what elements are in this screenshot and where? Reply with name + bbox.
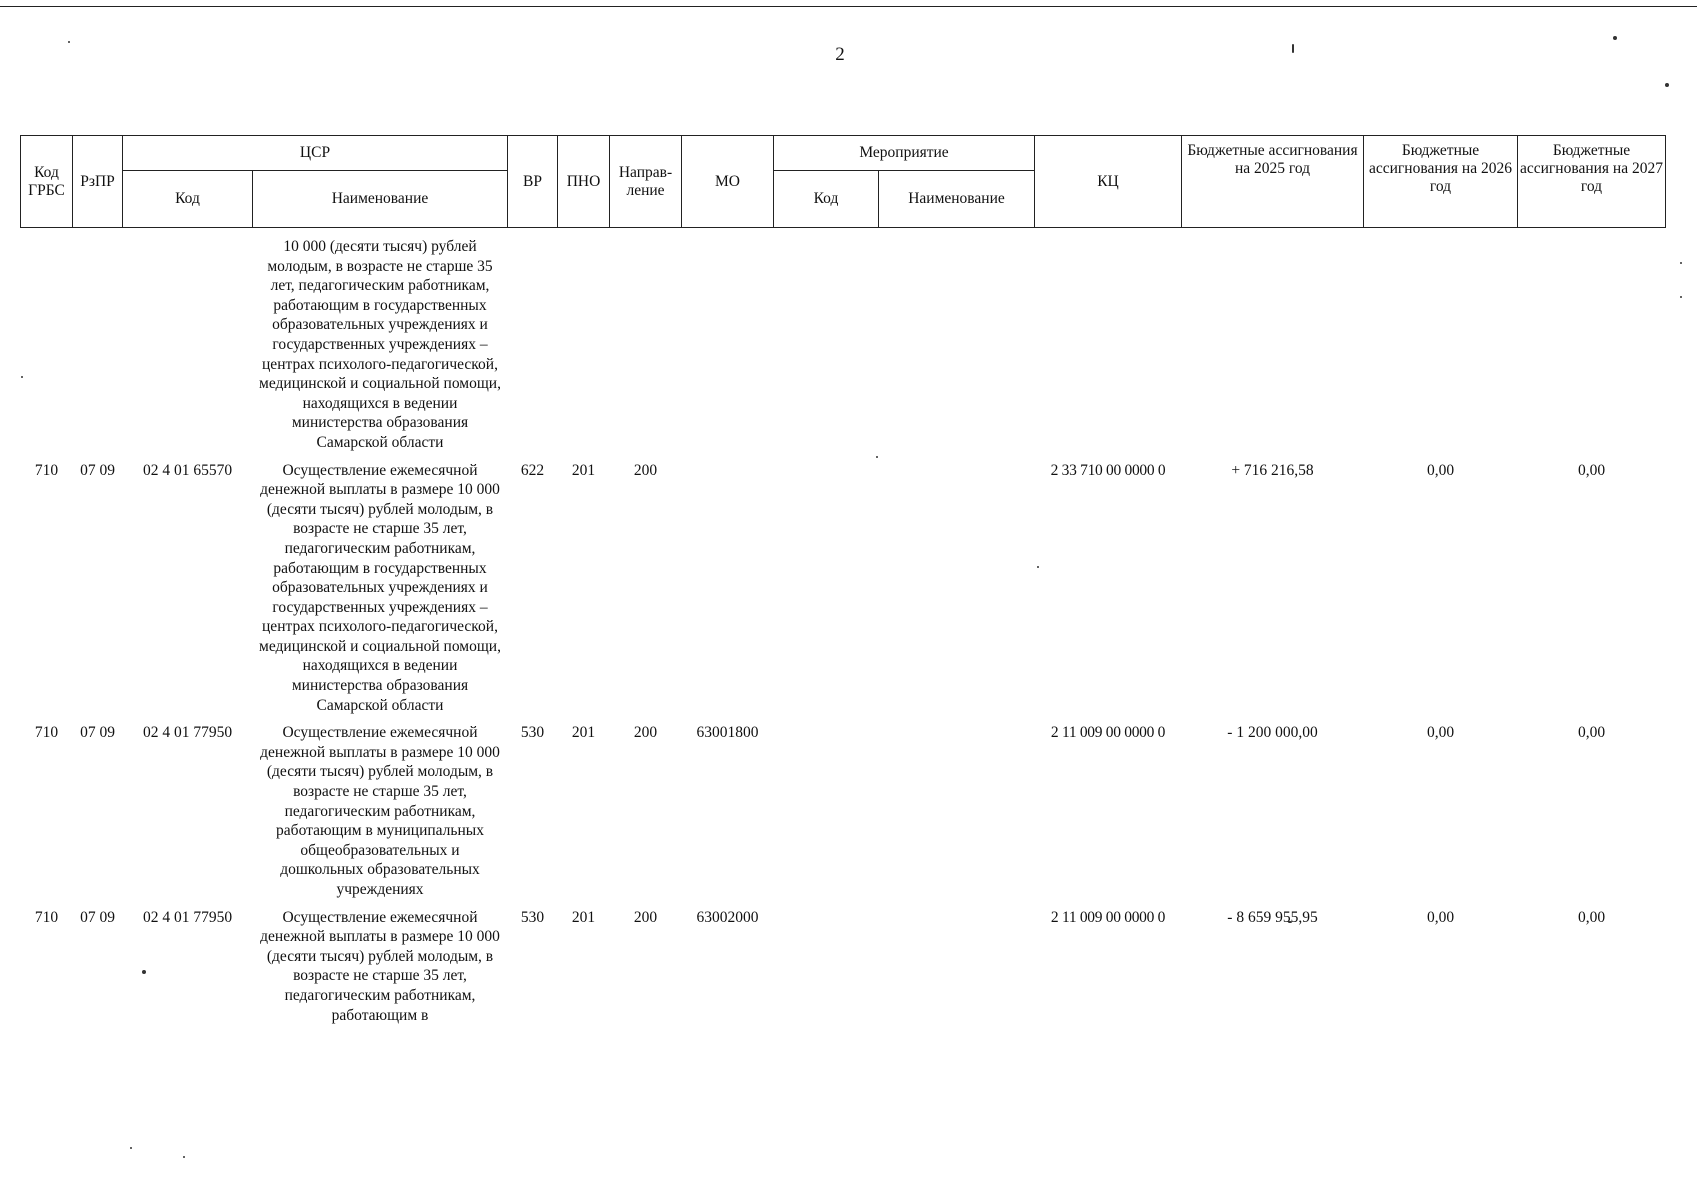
cell-grbs: 710	[34, 724, 59, 742]
cell-vr: 622	[520, 461, 545, 479]
cell-empty	[123, 228, 253, 453]
cell-napr: 200	[633, 461, 658, 479]
scan-speck	[1613, 36, 1617, 40]
header-csr: ЦСР	[123, 136, 508, 171]
scan-speck	[1680, 262, 1682, 264]
header-budget-2027: Бюджетные ассигнования на 2027 год	[1518, 136, 1666, 228]
cell-meropr-name	[879, 900, 1035, 1026]
header-meropriyatie: Мероприятие	[774, 136, 1035, 171]
cell-csr-name: Осуществление ежемесячной денежной выплаты в размере 10 000 (десяти тысяч) рублей молодым, в возрасте не старше 35 лет, педагогическим работникам, работающим в муниципальных общеобразовательных и дошкольных образовательных учреждениях	[260, 724, 500, 898]
scan-speck	[68, 41, 70, 43]
cell-rzpr: 07 09	[80, 908, 115, 926]
cell-napr: 200	[633, 724, 658, 742]
cell-kc: 2 33 710 00 0000 0	[1050, 461, 1166, 479]
header-rzpr: РзПР	[73, 136, 123, 228]
cell-csr-kod: 02 4 01 77950	[142, 908, 233, 926]
cell-budget-2027: 0,00	[1577, 724, 1606, 742]
cell-rzpr: 07 09	[80, 724, 115, 742]
cell-budget-2025: + 716 216,58	[1231, 461, 1314, 479]
header-napr: Направ-ление	[610, 136, 682, 228]
cell-pno: 201	[571, 724, 596, 742]
cell-grbs: 710	[34, 908, 59, 926]
cell-napr: 200	[633, 908, 658, 926]
scan-speck	[183, 1156, 185, 1158]
cell-rzpr: 07 09	[80, 461, 115, 479]
budget-table	[20, 135, 1666, 1025]
cell-budget-2025: - 1 200 000,00	[1227, 724, 1318, 742]
table-row	[21, 715, 1666, 899]
header-kc: КЦ	[1035, 136, 1182, 228]
header-kod-grbs: Код ГРБС	[21, 136, 73, 228]
cell-budget-2026: 0,00	[1426, 461, 1455, 479]
cell-csr-name: Осуществление ежемесячной денежной выплаты в размере 10 000 (десяти тысяч) рублей молодым, в возрасте не старше 35 лет, педагогическим работникам, работающим в	[260, 908, 500, 1024]
header-pno: ПНО	[558, 136, 610, 228]
cell-meropr-kod	[774, 715, 879, 899]
cell-meropr-kod	[774, 900, 879, 1026]
header-csr-name: Наименование	[253, 171, 508, 228]
cell-grbs: 710	[34, 461, 59, 479]
cell-pno: 201	[571, 908, 596, 926]
cell-csr-name: Осуществление ежемесячной денежной выплаты в размере 10 000 (десяти тысяч) рублей молодым, в возрасте не старше 35 лет, педагогическим работникам, работающим в государственных образовательных учреждениях и государственных учреждениях – центрах психолого-педагогической, медицинской и социальной помощи, находящихся в ведении министерства образования Самарской области	[259, 461, 501, 714]
cell-kc: 2 11 009 00 0000 0	[1050, 908, 1166, 926]
top-rule	[0, 6, 1697, 7]
cell-meropr-kod	[774, 453, 879, 716]
cell-meropr-name	[879, 453, 1035, 716]
cell-csr-kod: 02 4 01 65570	[142, 461, 233, 479]
cell-budget-2027: 0,00	[1577, 461, 1606, 479]
scan-speck	[130, 1147, 132, 1149]
header-row	[21, 136, 1666, 171]
cell-pno: 201	[571, 461, 596, 479]
scan-speck	[1292, 44, 1294, 53]
header-budget-2025: Бюджетные ассигнования на 2025 год	[1182, 136, 1364, 228]
cell-kc: 2 11 009 00 0000 0	[1050, 724, 1166, 742]
table-row	[21, 453, 1666, 716]
table-row	[21, 900, 1666, 1026]
cell-csr-name: 10 000 (десяти тысяч) рублей молодым, в возрасте не старше 35 лет, педагогическим работникам, работающим в государственных образовательных учреждениях и государственных учреждениях – центрах психолого-педагогической, медицинской и социальной помощи, находящихся в ведении министерства образования Самарской области	[259, 238, 501, 451]
cell-empty	[508, 228, 1666, 453]
cell-mo: 63001800	[696, 724, 759, 742]
header-meropr-name: Наименование	[879, 171, 1035, 228]
header-budget-2026: Бюджетные ассигнования на 2026 год	[1364, 136, 1518, 228]
cell-budget-2026: 0,00	[1426, 908, 1455, 926]
scan-speck	[1680, 296, 1682, 298]
cell-budget-2025: - 8 659 955,95	[1227, 908, 1318, 926]
header-csr-kod: Код	[123, 171, 253, 228]
cell-budget-2026: 0,00	[1426, 724, 1455, 742]
page-number: 2	[835, 44, 845, 65]
header-mo: МО	[682, 136, 774, 228]
cell-mo	[682, 453, 774, 716]
scan-speck	[1665, 83, 1669, 87]
header-meropr-kod: Код	[774, 171, 879, 228]
cell-budget-2027: 0,00	[1577, 908, 1606, 926]
header-vr: ВР	[508, 136, 558, 228]
cell-csr-kod: 02 4 01 77950	[142, 724, 233, 742]
cell-vr: 530	[520, 908, 545, 926]
cell-vr: 530	[520, 724, 545, 742]
cell-mo: 63002000	[696, 908, 759, 926]
cell-meropr-name	[879, 715, 1035, 899]
table-row-continuation	[21, 228, 1666, 453]
cell-empty	[73, 228, 123, 453]
cell-empty	[21, 228, 73, 453]
